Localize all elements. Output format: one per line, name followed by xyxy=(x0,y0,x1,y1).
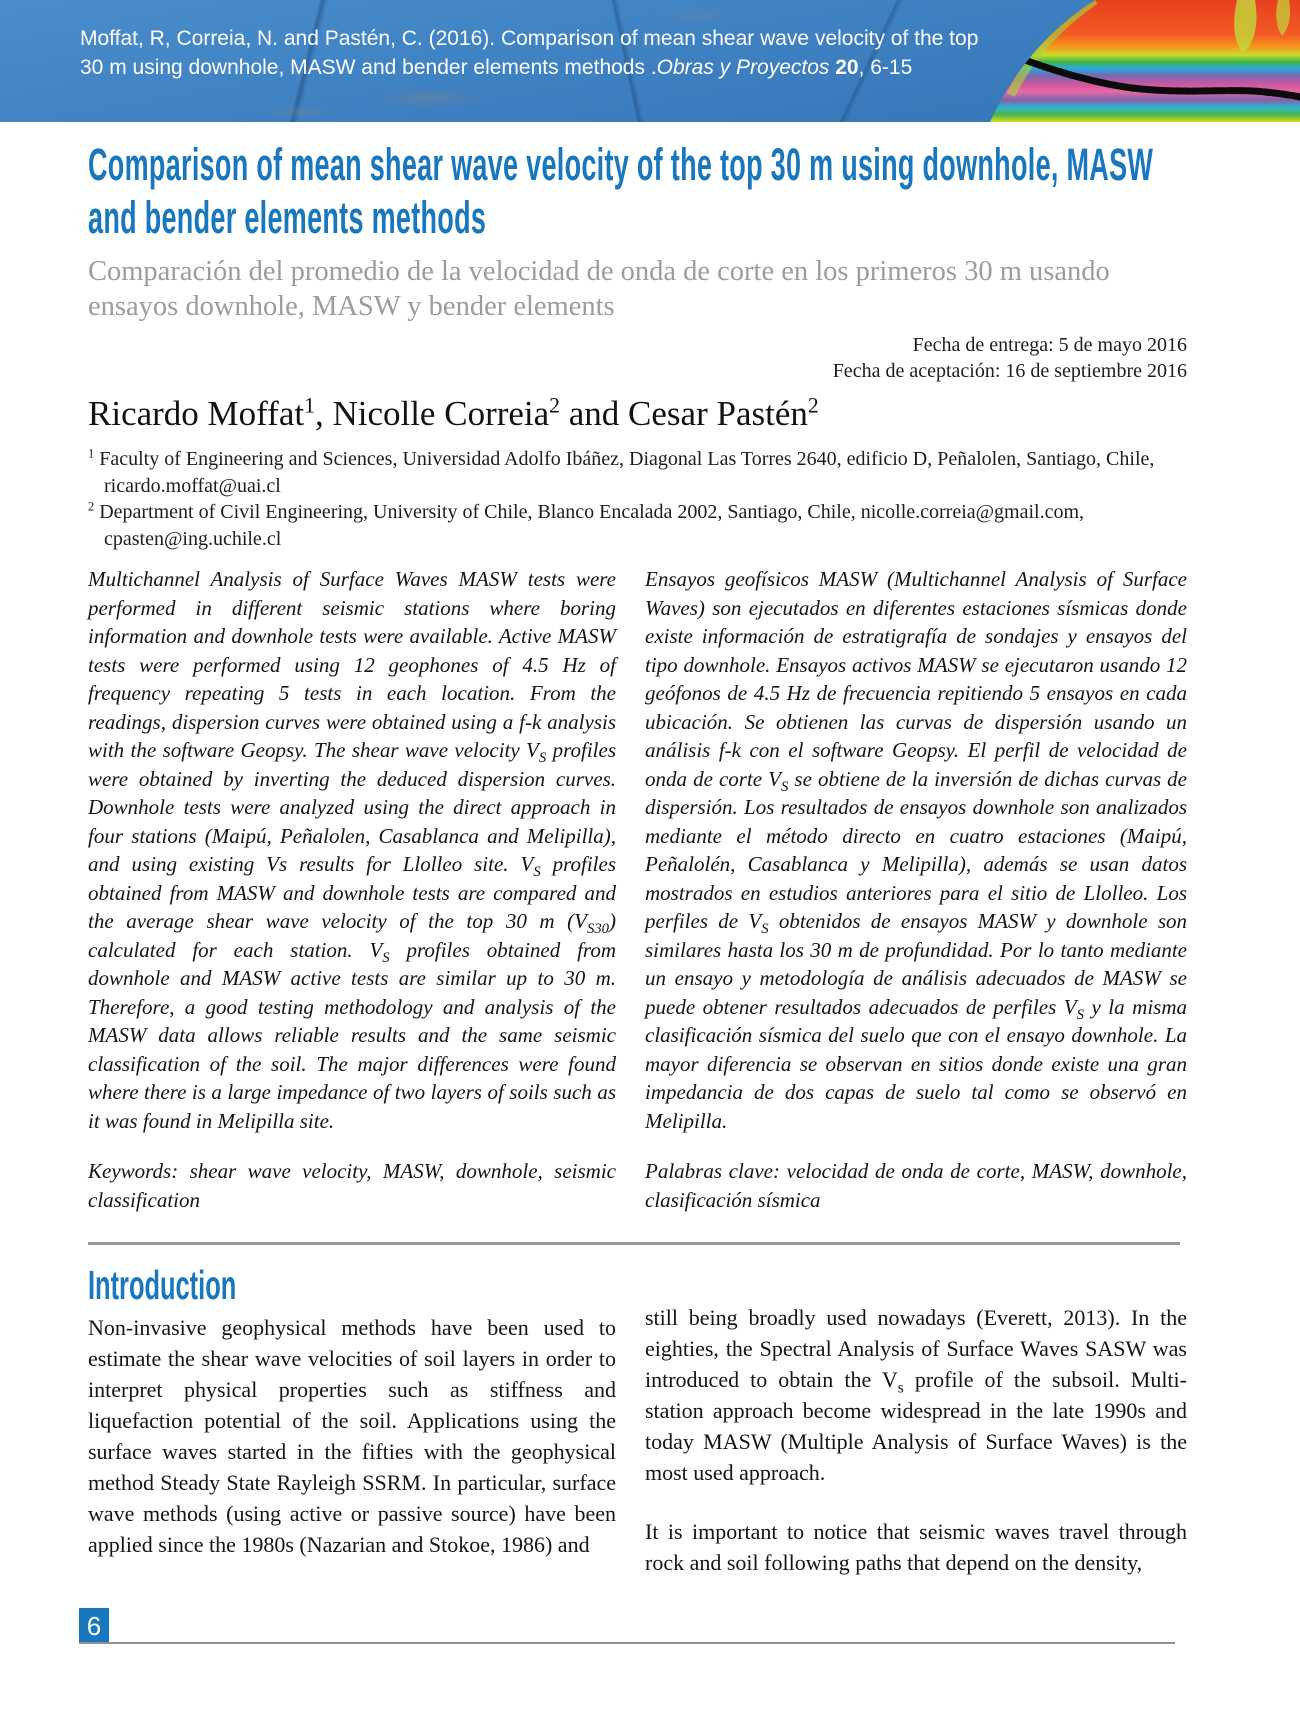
footer-rule xyxy=(79,1642,1175,1644)
subtitle-line-1: Comparación del promedio de la velocidad de onda de corte en los primeros 30 m usando xyxy=(88,256,1110,287)
introduction-right-column xyxy=(645,1262,1187,1578)
abstract-section xyxy=(88,565,1187,1214)
abstract-english-column xyxy=(88,565,616,1214)
section-divider xyxy=(88,1242,1180,1245)
article-subtitle-spanish xyxy=(88,254,1187,324)
page-number-badge: 6 xyxy=(79,1608,109,1644)
abstract-spanish-column xyxy=(645,565,1187,1214)
date-received: Fecha de entrega: 5 de mayo 2016 xyxy=(912,334,1187,356)
article-title xyxy=(88,138,1187,244)
article-title-line-1: Comparison of mean shear wave velocity of the top 30 m using downhole, MASW xyxy=(88,139,1154,190)
affiliation-2: $^2$ Department of Civil Engineering, University of Chile, Blanco Encalada 2002, Santiago, Chile, nicolle.correia@gmail.com, cpasten@ing.uchile.cl xyxy=(88,499,1085,550)
introduction-left-column xyxy=(88,1262,616,1578)
citation-line-1: Moffat, R, Correia, N. and Pastén, C. (2016). Comparison of mean shear wave velocity of the top xyxy=(80,27,979,50)
introduction-section xyxy=(88,1262,1187,1578)
introduction-paragraph-right-1: still being broadly used nowadays (Everett, 2013). In the eighties, the Spectral Analysis of Surface Waves SASW was introduced to obtain the $V_s$ profile of the subsoil. Multi-station approach become widespread in the late 1990s and today MASW (Multiple Analysis of Surface Waves) is the most used approach. xyxy=(645,1305,1187,1485)
date-accepted: Fecha de aceptación: 16 de septiembre 2016 xyxy=(832,360,1187,382)
journal-header-banner xyxy=(0,0,1300,122)
article-content xyxy=(88,122,1187,552)
citation xyxy=(80,24,978,82)
authors-line: Ricardo Moffat$^1$, Nicolle Correia$^2$ and Cesar Pastén$^2$ xyxy=(88,393,819,433)
abstract-spanish: Ensayos geofísicos MASW (Multichannel Analysis of Surface Waves) son ejecutados en diferentes estaciones sísmicas donde existe información de estratigrafía de sondajes y ensayos del tipo downhole. Ensayos activos MASW se ejecutaron usando 12 geófonos de 4.5 Hz de frecuencia repitiendo 5 ensayos en cada ubicación. Se obtienen las curvas de dispersión usando un análisis f-k con el software Geopsy. El perfil de velocidad de onda de corte $V_S$ se obtiene de la inversión de dichas curvas de dispersión. Los resultados de ensayos downhole son analizados mediante el método directo en cuatro estaciones (Maipú, Peñalolén, Casablanca y Melipilla), además se usan datos mostrados en estudios anteriores para el sitio de Llolleo. Los perfiles de $V_S$ obtenidos de ensayos MASW y downhole son similares hasta los 30 m de profundidad. Por lo tanto mediante un ensayo y metodología de análisis adecuados de MASW se puede obtener resultados adecuados de perfiles $V_S$ y la misma clasificación sísmica del suelo que con el ensayo downhole. La mayor diferencia se observan en sitios donde existe una gran impedancia de dos capas de suelo tal como se observó en Melipilla. xyxy=(645,567,1187,1133)
affiliation-1: $^1$ Faculty of Engineering and Sciences, Universidad Adolfo Ibáñez, Diagonal Las Torres 2640, edificio D, Peñalolen, Santiago, Chile, ricardo.moffat@uai.cl xyxy=(88,446,1155,497)
abstract-english: Multichannel Analysis of Surface Waves MASW tests were performed in different seismic stations where boring information and downhole tests were available. Active MASW tests were performed using 12 geophones of 4.5 Hz of frequency repeating 5 tests in each location. From the readings, dispersion curves were obtained using a f-k analysis with the software Geopsy. The shear wave velocity $V_S$ profiles were obtained by inverting the deduced dispersion curves. Downhole tests were analyzed using the direct approach in four stations (Maipú, Peñalolen, Casablanca and Melipilla), and using existing Vs results for Llolleo site. $V_S$ profiles obtained from MASW and downhole tests are compared and the average shear wave velocity of the top 30 m $(V_{S30})$ calculated for each station. $V_S$ profiles obtained from downhole and MASW active tests are similar up to 30 m. Therefore, a good testing methodology and analysis of the MASW data allows reliable results and the same seismic classification of the soil. The major differences were found where there is a large impedance of two layers of soils such as it was found in Melipilla site. xyxy=(88,567,617,1133)
dispersion-spectrogram-image xyxy=(985,0,1300,122)
introduction-paragraph-left: Non-invasive geophysical methods have been used to estimate the shear wave velocities of soil layers in order to interpret physical properties such as stiffness and liquefaction potential of the soil. Applications using the surface waves started in the fifties with the geophysical method Steady State Rayleigh SSRM. In particular, surface wave methods (using active or passive source) have been applied since the 1980s (Nazarian and Stokoe, 1986) and xyxy=(88,1315,616,1557)
citation-line-2: 30 m using downhole, MASW and bender elements methods .Obras y Proyectos 20, 6-15 xyxy=(80,56,913,79)
article-title-line-2: and bender elements methods xyxy=(88,192,487,243)
introduction-heading: Introduction xyxy=(88,1262,237,1308)
affiliations xyxy=(88,446,1187,552)
palabras-clave: Palabras clave: velocidad de onda de corte, MASW, downhole, clasificación sísmica xyxy=(645,1159,1187,1212)
keywords: Keywords: shear wave velocity, MASW, downhole, seismic classification xyxy=(88,1159,616,1212)
subtitle-line-2: ensayos downhole, MASW y bender elements xyxy=(88,291,615,322)
submission-dates xyxy=(88,332,1187,384)
introduction-paragraph-right-2: It is important to notice that seismic waves travel through rock and soil following paths that depend on the density, xyxy=(645,1519,1187,1575)
